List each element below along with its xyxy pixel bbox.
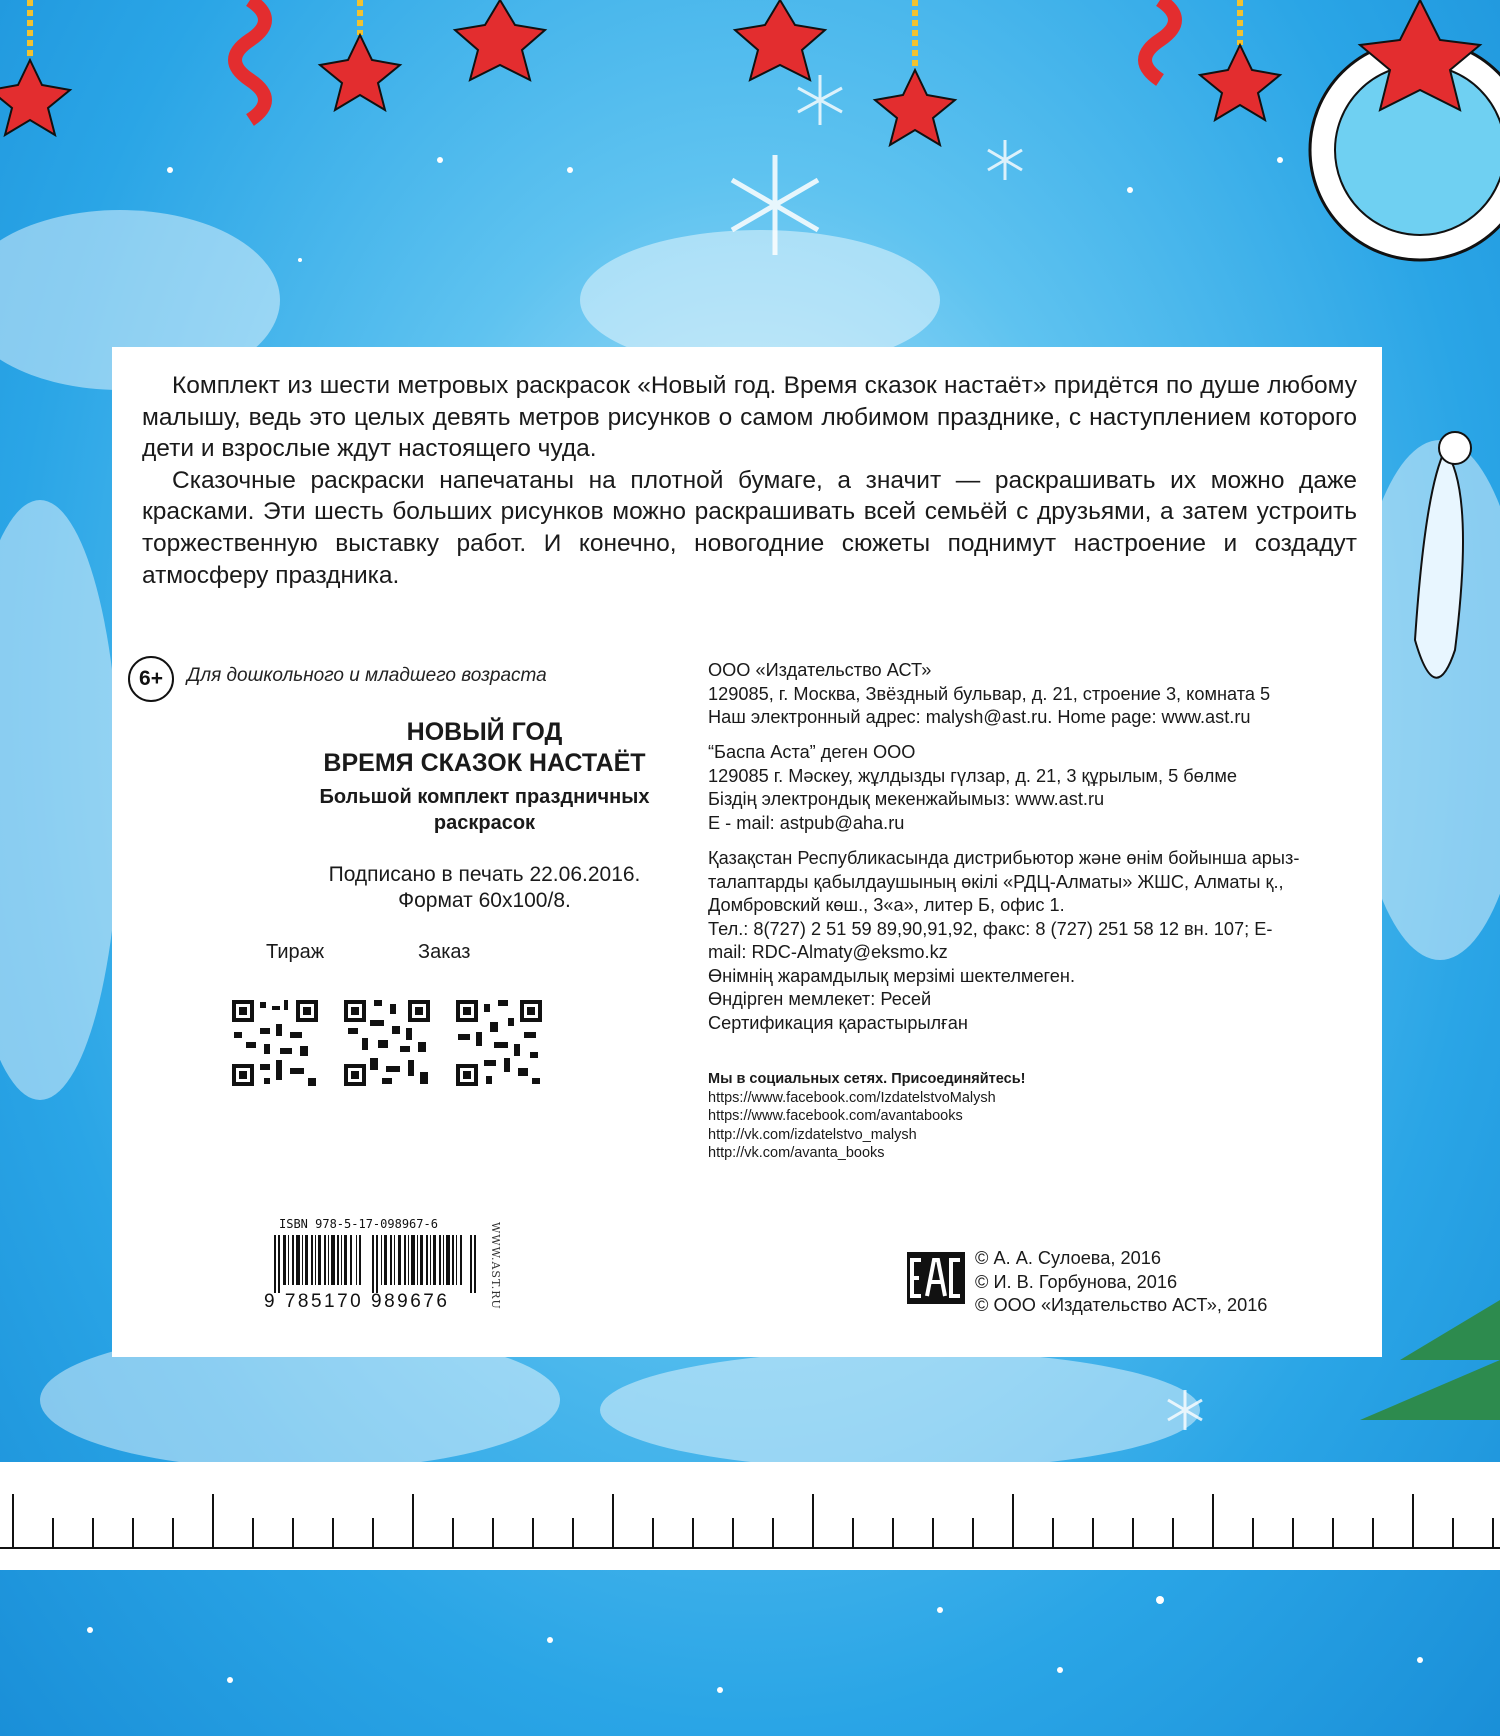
social-heading: Мы в социальных сетях. Присоединяйтесь!: [708, 1071, 1026, 1087]
description-text: [142, 370, 1357, 591]
qr-code-2[interactable]: [342, 998, 432, 1088]
age-rating-badge: 6+: [128, 656, 174, 702]
print-details: [172, 862, 797, 914]
book-subtitle: [172, 784, 797, 836]
ruler-scale: [0, 1462, 1500, 1570]
age-note: Для дошкольного и младшего возраста: [187, 665, 547, 686]
run-label: Тираж: [266, 941, 325, 963]
book-subtitle-line-1: Большой комплект праздничных: [319, 786, 650, 808]
book-title: [172, 717, 797, 779]
hanging-star-ornaments: [0, 0, 1280, 145]
distributor-line: Қазақстан Республикасында дистрибьютор және өнім бойынша арыз-: [708, 848, 1300, 868]
barcode-digits: 9 785170 989676: [264, 1291, 450, 1312]
distributor-line: Өндірген мемлекет: Ресей: [708, 989, 932, 1009]
social-link[interactable]: http://vk.com/izdatelstvo_malysh: [708, 1126, 917, 1143]
book-subtitle-line-2: раскрасок: [433, 812, 536, 834]
copyright-line: © И. В. Горбунова, 2016: [975, 1271, 1178, 1292]
ruler-strip: [0, 1462, 1500, 1570]
kz-distributor-block: [708, 847, 1299, 1035]
kz-publisher-name: “Баспа Аста” деген ООО: [708, 742, 916, 762]
social-links: [708, 1070, 1025, 1163]
order-label: Заказ: [418, 941, 471, 963]
info-card: [112, 347, 1382, 1357]
description-paragraph-2: Сказочные раскраски напечатаны на плотной бумаге, а значит — раскрашивать их можно даже красками. Эти шесть больших рисунков можно раскрашивать всей семьёй с друзьями, а затем устроить торжественную выставку работ. И конечно, новогодние сюжеты поднимут настроение и создадут атмосферу праздника.: [142, 466, 1357, 589]
publisher-address: 129085, г. Москва, Звёздный бульвар, д. 21, строение 3, комната 5: [708, 683, 1271, 704]
qr-code-3[interactable]: [454, 998, 544, 1088]
kz-publisher-block: [708, 741, 1237, 835]
copyright-line: © ООО «Издательство АСТ», 2016: [975, 1295, 1268, 1315]
clock-decoration: [1310, 0, 1500, 260]
distributor-line: талаптарды қабылдаушының өкілі «РДЦ-Алматы» ЖШС, Алматы қ.,: [708, 871, 1284, 892]
social-link[interactable]: https://www.facebook.com/IzdatelstvoMalysh: [708, 1089, 996, 1106]
site-vertical-label: WWW.AST.RU: [489, 1222, 502, 1310]
distributor-email[interactable]: mail: RDC-Almaty@eksmo.kz: [708, 942, 948, 962]
publisher-contacts[interactable]: Наш электронный адрес: malysh@ast.ru. Home page: www.ast.ru: [708, 707, 1251, 727]
distributor-line: Өнімнің жарамдылық мерзімі шектелмеген.: [708, 965, 1075, 986]
copyright-block: [975, 1247, 1267, 1318]
distributor-line: Сертификация қарастырылған: [708, 1012, 968, 1033]
kz-publisher-email[interactable]: E - mail: astpub@aha.ru: [708, 812, 905, 833]
book-title-line-2: ВРЕМЯ СКАЗОК НАСТАЁТ: [323, 749, 646, 777]
distributor-phone: Тел.: 8(727) 2 51 59 89,90,91,92, факс: 8 (727) 251 58 12 вн. 107; E-: [708, 918, 1273, 939]
eac-mark-icon: [907, 1252, 965, 1304]
social-link[interactable]: https://www.facebook.com/avantabooks: [708, 1108, 963, 1124]
copyright-line: © А. А. Сулоева, 2016: [975, 1248, 1161, 1268]
publisher-name: ООО «Издательство АСТ»: [708, 660, 932, 680]
publisher-block: [708, 659, 1270, 730]
distributor-line: Домбровский көш., 3«а», литер Б, офис 1.: [708, 895, 1065, 915]
barcode-icon: [274, 1235, 479, 1293]
format: Формат 60х100/8.: [398, 889, 571, 912]
signed-date: Подписано в печать 22.06.2016.: [328, 863, 641, 886]
book-title-line-1: НОВЫЙ ГОД: [406, 718, 563, 746]
kz-publisher-address: 129085 г. Мәскеу, жұлдызды гүлзар, д. 21, 3 құрылым, 5 бөлме: [708, 765, 1238, 786]
qr-code-1[interactable]: [230, 998, 320, 1088]
description-paragraph-1: Комплект из шести метровых раскрасок «Новый год. Время сказок настаёт» придётся по душе любому малышу, ведь это целых девять метров рисунков о самом любимом празднике, с наступлением которого дети и взрослые ждут настоящего чуда.: [142, 372, 1357, 463]
social-link[interactable]: http://vk.com/avanta_books: [708, 1145, 885, 1161]
isbn-label: ISBN 978-5-17-098967-6: [279, 1217, 438, 1231]
kz-publisher-web[interactable]: Біздің электрондық мекенжайымыз: www.ast.ru: [708, 789, 1105, 809]
